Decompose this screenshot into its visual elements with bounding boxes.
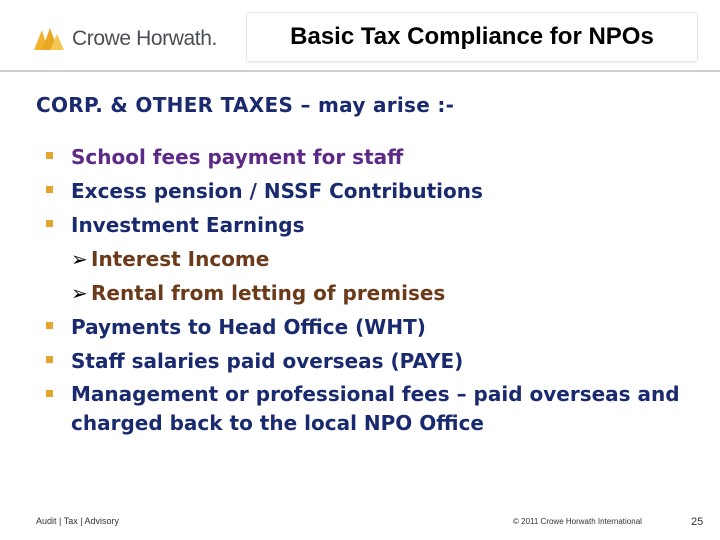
square-bullet-icon [46,322,53,329]
bullet-list [46,140,706,438]
section-heading: CORP. & OTHER TAXES – may arise :- [36,93,455,117]
list-item: Management or professional fees – paid overseas and charged back to the local NPO Office [46,378,706,438]
list-item: Investment Earnings [46,208,706,242]
page-title: Basic Tax Compliance for NPOs [290,23,654,50]
list-item: Staff salaries paid overseas (PAYE) [46,344,706,378]
footer-services: Audit | Tax | Advisory [36,516,120,526]
crowe-logo-icon [32,26,66,52]
brand-name: Crowe Horwath. [72,27,217,50]
sub-list-item: ➢ Interest Income [46,242,706,276]
square-bullet-icon [46,220,53,227]
arrow-bullet-icon: ➢ [71,281,88,305]
square-bullet-icon [46,356,53,363]
list-item: Payments to Head Office (WHT) [46,310,706,344]
header-divider [0,70,720,72]
title-box [246,12,698,62]
list-item: School fees payment for staff [46,140,706,174]
brand-logo [32,22,217,56]
square-bullet-icon [46,152,53,159]
footer-copyright: © 2011 Crowe Horwath International [513,517,642,526]
sub-list-item: ➢ Rental from letting of premises [46,276,706,310]
page-number: 25 [691,516,704,528]
square-bullet-icon [46,186,53,193]
list-item: Excess pension / NSSF Contributions [46,174,706,208]
arrow-bullet-icon: ➢ [71,247,88,271]
square-bullet-icon [46,390,53,397]
